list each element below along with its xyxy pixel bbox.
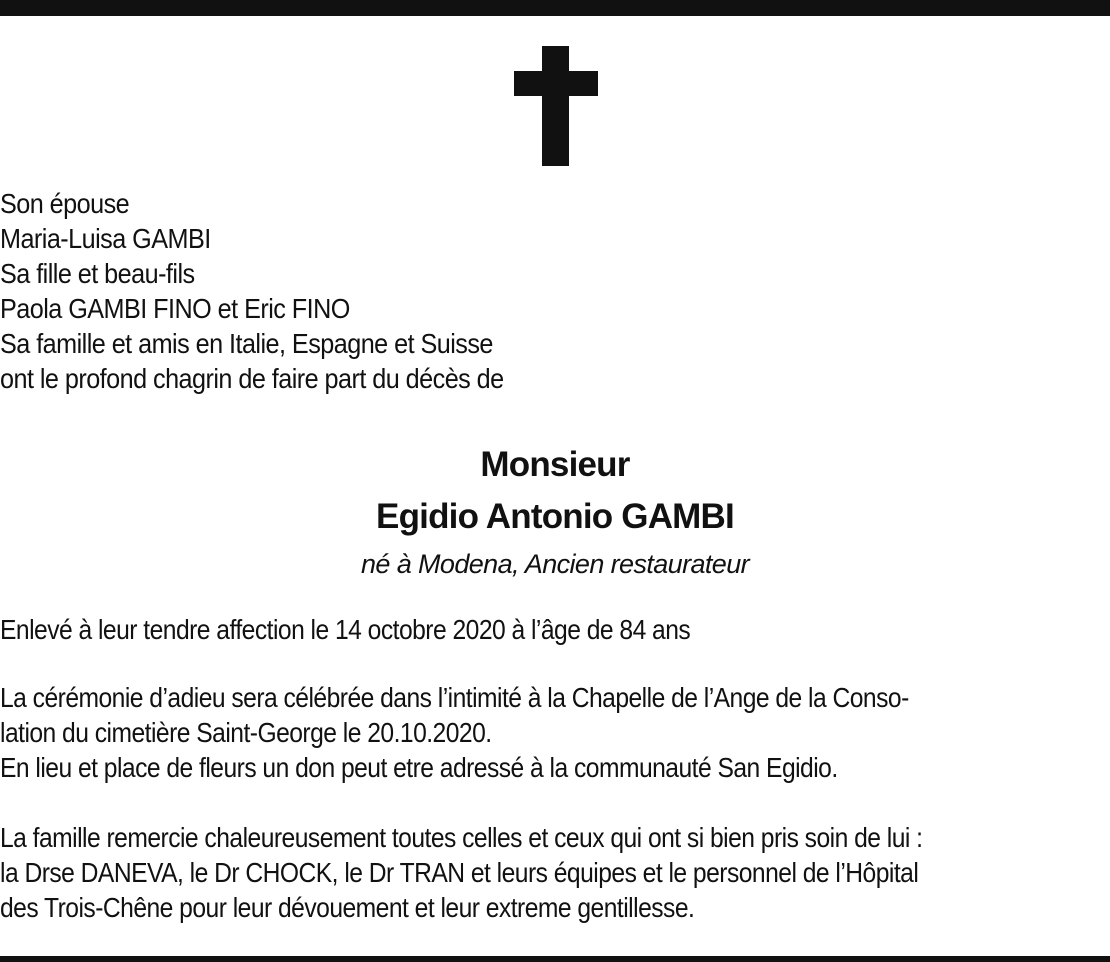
death-notice (0, 612, 1110, 647)
intro-line: ont le profond chagrin de faire part du décès de (0, 363, 504, 394)
ceremony-line: La cérémonie d’adieu sera célébrée dans l’intimité à la Chapelle de l’Ange de la Conso- (0, 682, 909, 713)
thanks-paragraph (0, 820, 1110, 925)
thanks-line: la Drse DANEVA, le Dr CHOCK, le Dr TRAN et leurs équipes et le personnel de l’Hôpital (0, 857, 919, 888)
deceased-name: Egidio Antonio GAMBI (376, 497, 734, 536)
cross-vertical-bar (542, 46, 569, 166)
intro-line: Son épouse (0, 188, 130, 219)
intro-line: Sa famille et amis en Italie, Espagne et Suisse (0, 328, 493, 359)
cross-horizontal-bar (514, 71, 598, 96)
ceremony-paragraph (0, 680, 1110, 785)
thanks-line: des Trois-Chêne pour leur dévouement et leur extreme gentillesse. (0, 892, 695, 923)
ceremony-line: En lieu et place de fleurs un don peut etre adressé à la communauté San Egidio. (0, 752, 838, 783)
ceremony-line: lation du cimetière Saint-George le 20.10.2020. (0, 717, 492, 748)
thanks-line: La famille remercie chaleureusement toutes celles et ceux qui ont si bien pris soin de lui : (0, 822, 923, 853)
intro-line: Maria-Luisa GAMBI (0, 223, 211, 254)
family-announcement (0, 186, 999, 396)
intro-line: Paola GAMBI FINO et Eric FINO (0, 293, 350, 324)
death-notice-text: Enlevé à leur tendre affection le 14 octobre 2020 à l’âge de 84 ans (0, 614, 691, 645)
deceased-description: né à Modena, Ancien restaurateur (360, 549, 750, 579)
intro-line: Sa fille et beau-fils (0, 258, 195, 289)
deceased-honorific: Monsieur (480, 445, 630, 484)
bottom-border-rule (0, 956, 1110, 962)
